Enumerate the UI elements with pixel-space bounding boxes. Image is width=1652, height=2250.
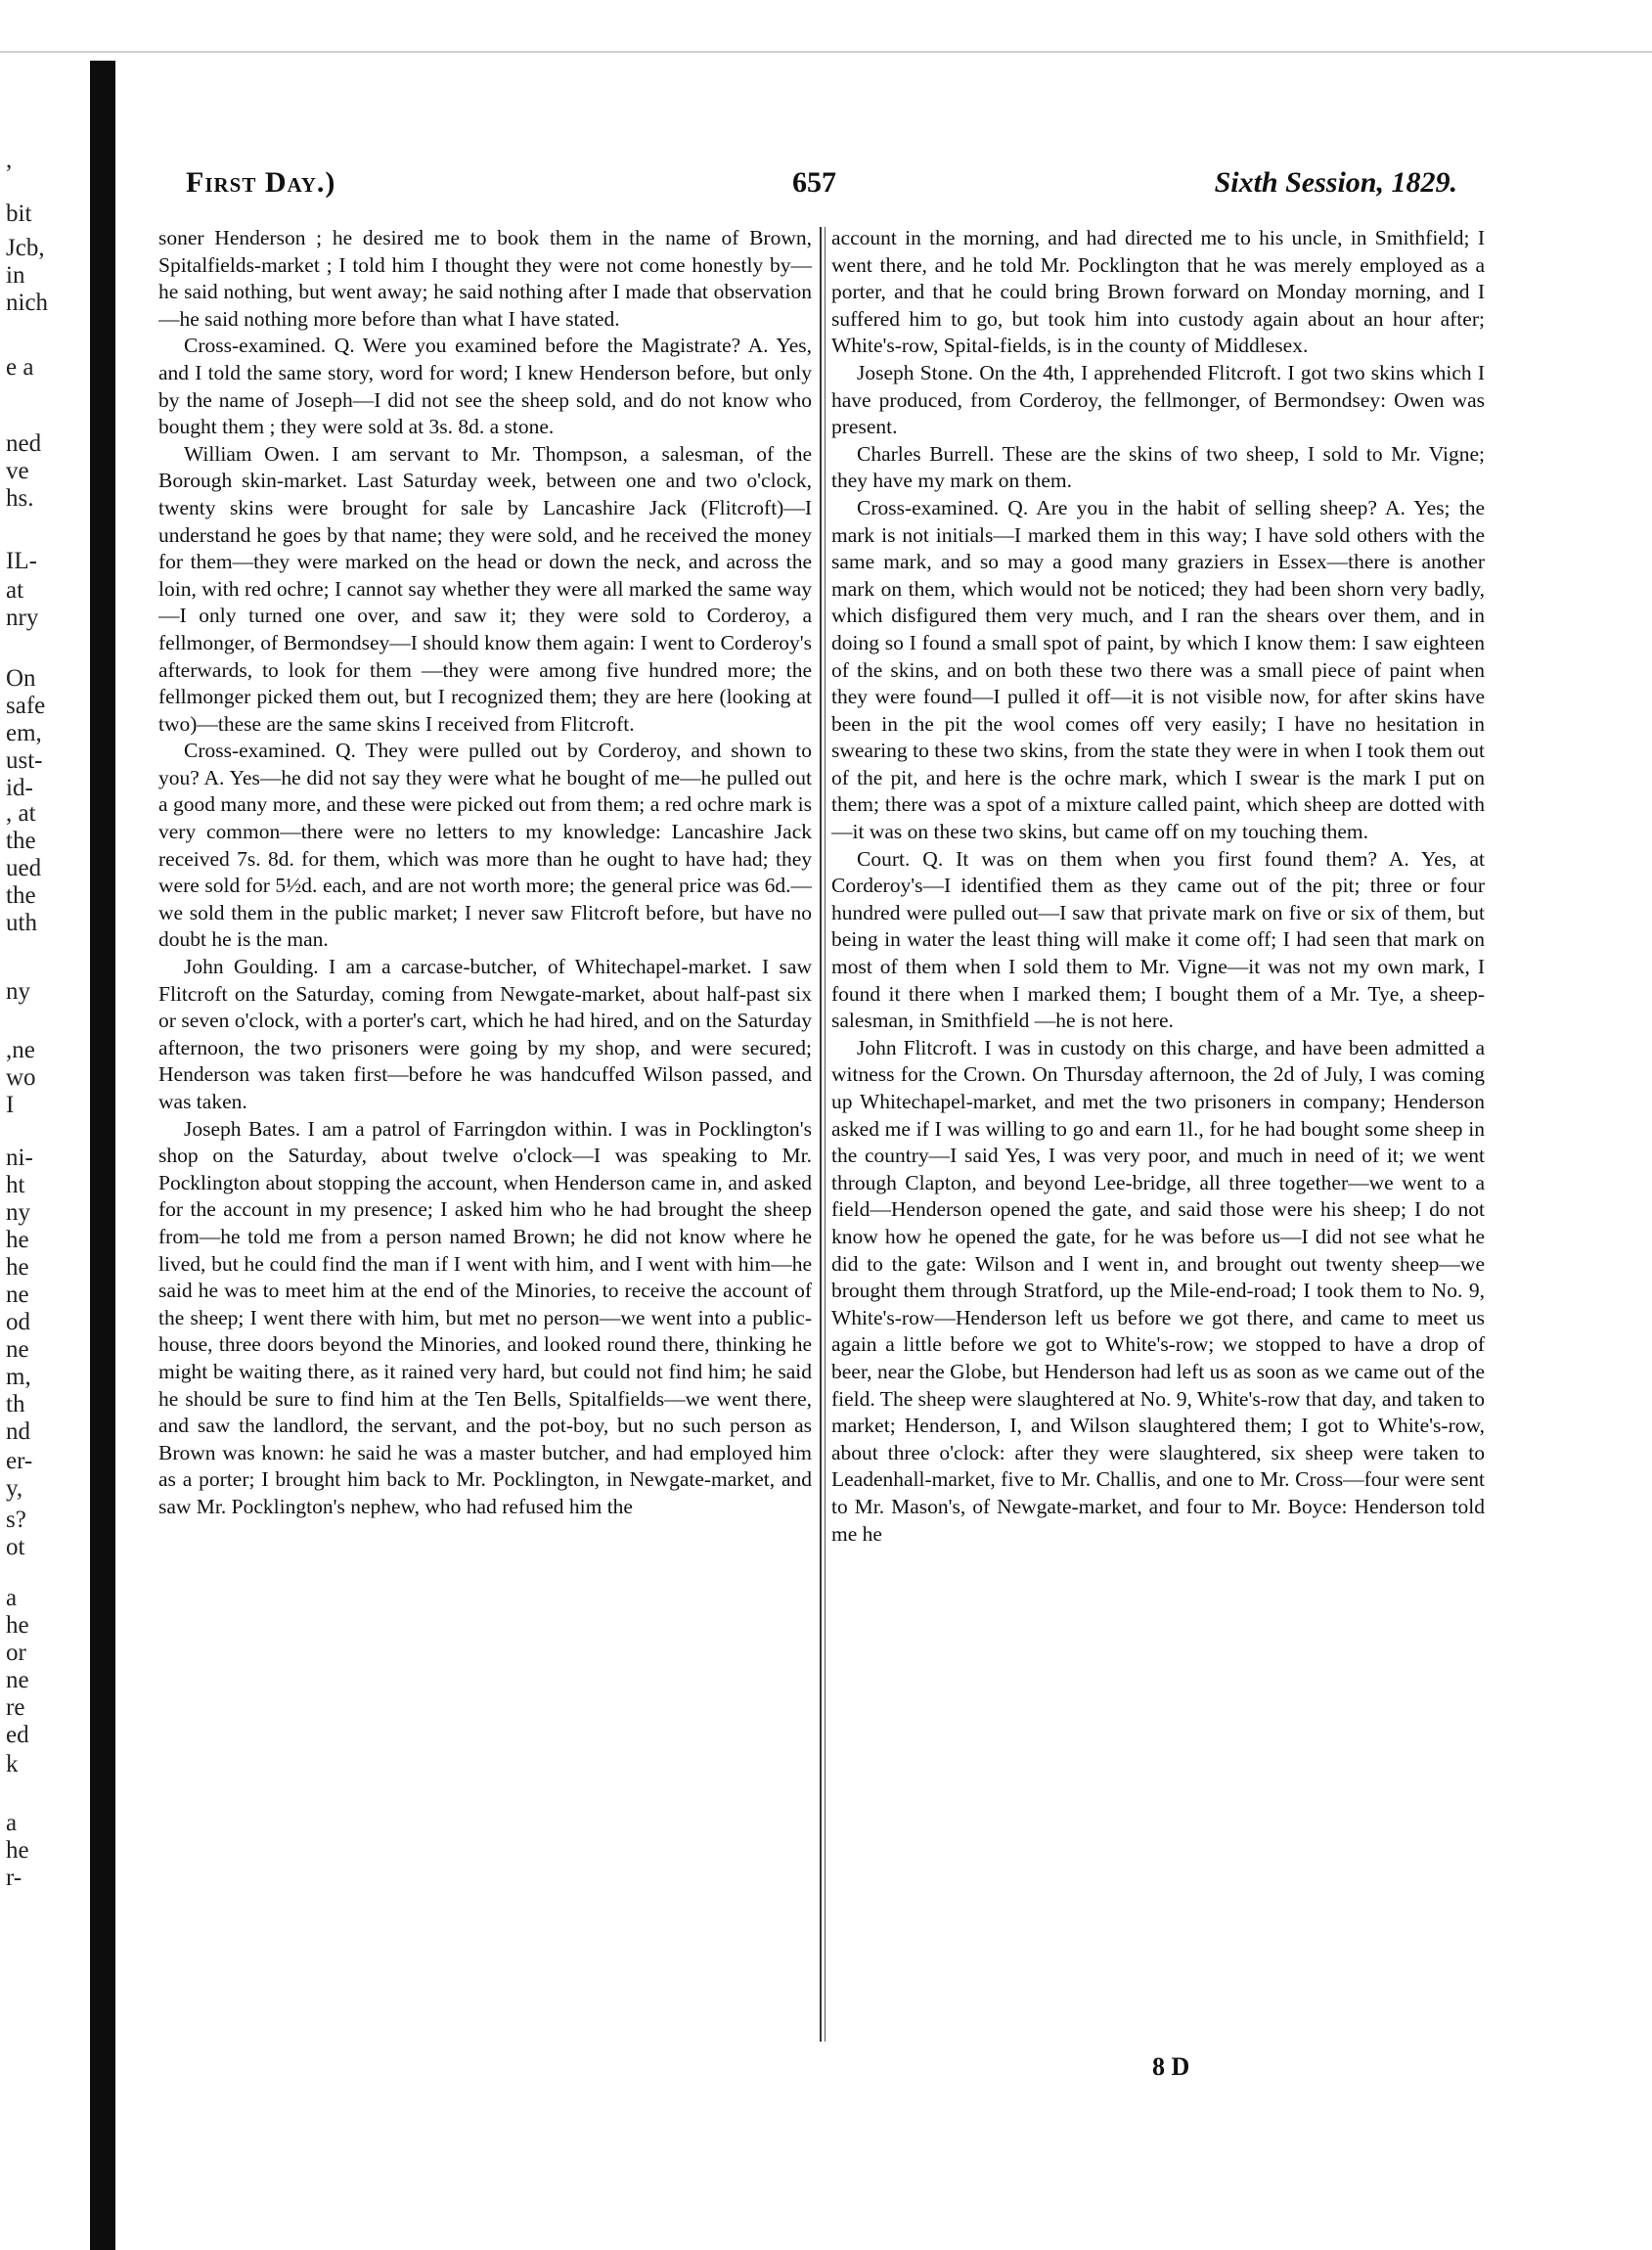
margin-fragment: s? [6,1507,26,1533]
margin-fragment: em, [6,720,42,746]
margin-fragment: he [6,1837,29,1864]
paragraph: Joseph Stone. On the 4th, I apprehended Flitcroft. I got two skins which I have produced, from Corderoy, the fellmonger, of Bermondsey: Owen was present. [831,360,1485,439]
margin-fragments [0,0,88,2250]
margin-fragment: ed [6,1722,29,1748]
margin-fragment: ,ne [6,1037,35,1063]
margin-fragment: ni- [6,1145,33,1171]
margin-fragment: he [6,1227,29,1253]
margin-fragment: a [6,1585,18,1611]
margin-fragment: wo [6,1064,36,1091]
margin-fragment: a [6,1810,18,1836]
margin-fragment: uth [6,910,37,936]
margin-fragment: ne [6,1282,29,1308]
margin-fragment: ne [6,1336,29,1363]
paragraph: account in the morning, and had directed me to his uncle, in Smithfield; I went there, and he told Mr. Pocklington that he was merely employed as a porter, and that he could bring Brown forward on Monday morning, and I suffered him to go, but took him into custody again about an hour after; White's-row, Spital-fields, is in the county of Middlesex. [831,226,1485,358]
margin-fragment: ny [6,978,30,1005]
margin-fragment: er- [6,1448,33,1474]
margin-fragment: I [6,1092,15,1118]
margin-fragment: k [6,1751,19,1778]
binding-gutter-shadow [90,61,115,2250]
margin-fragment: he [6,1612,29,1639]
margin-fragment: ust- [6,747,43,774]
margin-fragment: the [6,882,36,909]
margin-fragment: th [6,1391,25,1418]
margin-fragment: On [6,665,36,692]
running-header [186,166,1457,205]
margin-fragment: nich [6,290,49,316]
signature-mark: 8 D [1152,2052,1190,2081]
paragraph: Court. Q. It was on them when you first found them? A. Yes, at Corderoy's—I identified them as they came out of the pit; three or four hundred were pulled out—I saw that private mark on five or six of them, but being in water the least thing will make it come off; I had seen that mark on most of them when I sold them to Mr. Vigne—it was not my own mark, I found it there when I marked them; I bought them of a Mr. Tye, a sheep-salesman, in Smithfield —he is not here. [831,846,1485,1033]
margin-fragment: re [6,1694,25,1721]
header-session: Sixth Session, 1829. [1214,166,1457,199]
margin-fragment: bit [6,201,32,227]
paragraph: John Goulding. I am a carcase-butcher, of Whitechapel-market. I saw Flitcroft on the Saturday, coming from Newgate-market, about half-past six or seven o'clock, with a porter's cart, which he had hired, and on the Saturday afternoon, the two prisoners were going by my shop, and were secured; Henderson was taken first—before he was handcuffed Wilson passed, and was taken. [158,955,812,1113]
left-column [158,225,812,2064]
column-rule [825,227,826,2042]
margin-fragment: r- [6,1865,22,1891]
margin-fragment: the [6,828,36,854]
scan-edge-rule [0,51,1652,53]
margin-fragment: m, [6,1364,31,1390]
margin-fragment: Jcb, [6,235,45,261]
margin-fragment: ny [6,1199,30,1226]
margin-fragment: od [6,1309,30,1335]
margin-fragment: in [6,262,25,289]
margin-fragment: ned [6,430,42,457]
paragraph: Cross-examined. Q. They were pulled out by Corderoy, and shown to you? A. Yes—he did not say they were what he bought of me—he pulled out a good many more, and these were picked out from them; a red ochre mark is very common—there were no letters to my knowledge: Lancashire Jack received 7s. 8d. for them, which was more than he ought to have had; they were sold for 5½d. each, and are not worth more; the general price was 6d.—we sold them in the public market; I never saw Flitcroft before, but have no doubt he is the man. [158,739,812,952]
paragraph: William Owen. I am servant to Mr. Thompson, a salesman, of the Borough skin-market. Last Saturday week, between one and two o'clock, twenty skins were brought for sale by Lancashire Jack (Flitcroft)—I understand he goes by that name; they were sold, and he received the money for them—they were marked on the head or down the neck, and across the loin, with red ochre; I cannot say whether they were all marked the same way—I only turned one over, and saw it; they were sold to Corderoy, a fellmonger, of Bermondsey—I should know them again: I went to Corderoy's afterwards, to look for them —they were among five hundred more; the fellmonger picked them out, but I recognized them; they are here (looking at two)—these are the same skins I received from Flitcroft. [158,441,812,736]
margin-fragment: ot [6,1534,25,1560]
paragraph: Cross-examined. Q. Are you in the habit of selling sheep? A. Yes; the mark is not initials—I marked them in this way; I have sold others with the same mark, and so may a good many graziers in Essex—there is another mark on them, which would not be noticed; they had been shorn very badly, which disfigured them very much, and I ran the shears over them, and in doing so I found a small spot of paint, by which I know them: I saw eighteen of the skins, and on both these two there was a small piece of paint when they were found—I pulled it off—it is not visible now, for after skins have been in the pit the wool comes off very easily; I have no hesitation in swearing to these two skins, from the state they were in when I took them out of the pit, and here is the ochre mark, which I swear is the mark I put on them; there was a spot of a mixture called paint, which sheep are dotted with—it was on these two skins, but came off on my touching them. [831,495,1485,844]
margin-fragment: safe [6,693,46,719]
margin-fragment: nd [6,1418,30,1445]
margin-fragment: hs. [6,485,34,512]
margin-fragment: y, [6,1475,23,1502]
page-number: 657 [792,166,836,199]
margin-fragment: IL- [6,548,37,574]
paragraph: Joseph Bates. I am a patrol of Farringdon within. I was in Pocklington's shop on the Saturday, about twelve o'clock—I was speaking to Mr. Pocklington about stopping the account, when Henderson came in, and asked for the account in my presence; I asked him who he had brought the sheep from—he told me from a person named Brown; he did not know where he lived, but he could find the man if I went with him, and I went with him—he said he was to meet him at the end of the Minories, to receive the account of the sheep; I went there with him, but met no person—we went into a public-house, three doors beyond the Minories, and looked round there, thinking he might be waiting there, as it rained very hard, but could not find him; he said he should be sure to find him at the Ten Bells, Spitalfields—we went there, and saw the landlord, the servant, and the pot-boy, but no such person as Brown was known: he said he was a master butcher, and had employed him as a porter; I brought him back to Mr. Pocklington, in Newgate-market, and saw Mr. Pocklington's nephew, who had refused him the [158,1116,812,1518]
margin-fragment: , [6,147,13,173]
column-rule [820,227,822,2042]
margin-fragment: , at [6,800,36,827]
margin-fragment: ht [6,1172,25,1198]
margin-fragment: e a [6,354,34,381]
margin-fragment: ve [6,458,29,484]
margin-fragment: id- [6,775,33,801]
margin-fragment: nry [6,605,39,631]
margin-fragment: ne [6,1667,29,1693]
margin-fragment: at [6,577,24,604]
right-column [831,225,1485,2064]
header-day: First Day.) [186,166,336,199]
paragraph: John Flitcroft. I was in custody on this charge, and have been admitted a witness for the Crown. On Thursday afternoon, the 2d of July, I was coming up Whitechapel-market, and met the two prisoners in company; Henderson asked me if I was willing to go and earn 1l., for he had bought some sheep in the country—I said Yes, I was very poor, and much in need of it; we went through Clapton, and beyond Lee-bridge, all three together—we went to a field—Henderson opened the gate, and said those were his sheep; I do not know how he opened the gate, for he was before us—I did not see what he did to the gate: Wilson and I went in, and brought out twenty sheep—we brought them through Stratford, up the Mile-end-road; I took them to No. 9, White's-row—Henderson left us before we got there, and came to meet us again a little before we got to White's-row; we stopped to have a drop of beer, near the Globe, but Henderson had left us as soon as we came out of the field. The sheep were slaughtered at No. 9, White's-row that day, and taken to market; Henderson, I, and Wilson slaughtered them; I got to White's-row, about three o'clock: after they were slaughtered, six sheep were taken to Leadenhall-market, five to Mr. Challis, and one to Mr. Cross—four were sent to Mr. Mason's, of Newgate-market, and four to Mr. Boyce: Henderson told me he [831,1035,1485,1546]
paragraph: soner Henderson ; he desired me to book them in the name of Brown, Spitalfields-market ; I told him I thought they were not come honestly by—he said nothing, but went away; he said nothing after I made that observation—he said nothing more before than what I have stated. [158,226,812,331]
paragraph: Charles Burrell. These are the skins of two sheep, I sold to Mr. Vigne; they have my mark on them. [831,441,1485,493]
margin-fragment: or [6,1640,26,1666]
margin-fragment: ued [6,855,42,881]
paragraph: Cross-examined. Q. Were you examined before the Magistrate? A. Yes, and I told the same story, word for word; I knew Henderson before, but only by the name of Joseph—I did not see the sheep sold, and do not know who bought them ; they were sold at 3s. 8d. a stone. [158,334,812,439]
margin-fragment: he [6,1254,29,1281]
